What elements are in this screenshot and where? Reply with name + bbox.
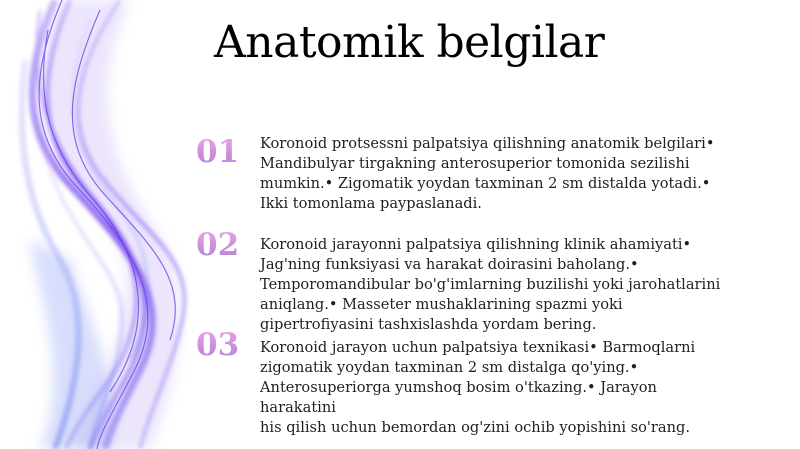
item-text: Koronoid jarayon uchun palpatsiya texnikasi• Barmoqlarni zigomatik yoydan taxminan 2 sm distalga qo'ying.• Anterosuperiorga yumshoq bosim o'tkazing.• Jarayon harakatini his qilish uchun bemordan og'zini ochib yopishini so'rang. [260,339,696,436]
page-title: Anatomik belgilar [214,17,605,68]
item-text: Koronoid protsessni palpatsiya qilishning anatomik belgilari• Mandibulyar tirgakning anterosuperior tomonida sezilishi mumkin.• Zigomatik yoydan taxminan 2 sm distalda yotadi.• Ikki tomonlama paypaslanadi. [260,135,715,212]
item-number: 03 [196,330,252,361]
item-number: 01 [196,137,252,168]
purple-smoke-decoration [0,0,230,449]
item-number: 02 [196,230,252,261]
item-text: Koronoid jarayonni palpatsiya qilishning klinik ahamiyati• Jag'ning funksiyasi va harakat doirasini baholang.• Temporomandibular bo'g'imlarning buzilishi yoki jarohatlarini aniqlang.• Masseter mushaklarining spazmi yoki gipertrofiyasini tashxislashda yordam bering. [260,236,721,333]
